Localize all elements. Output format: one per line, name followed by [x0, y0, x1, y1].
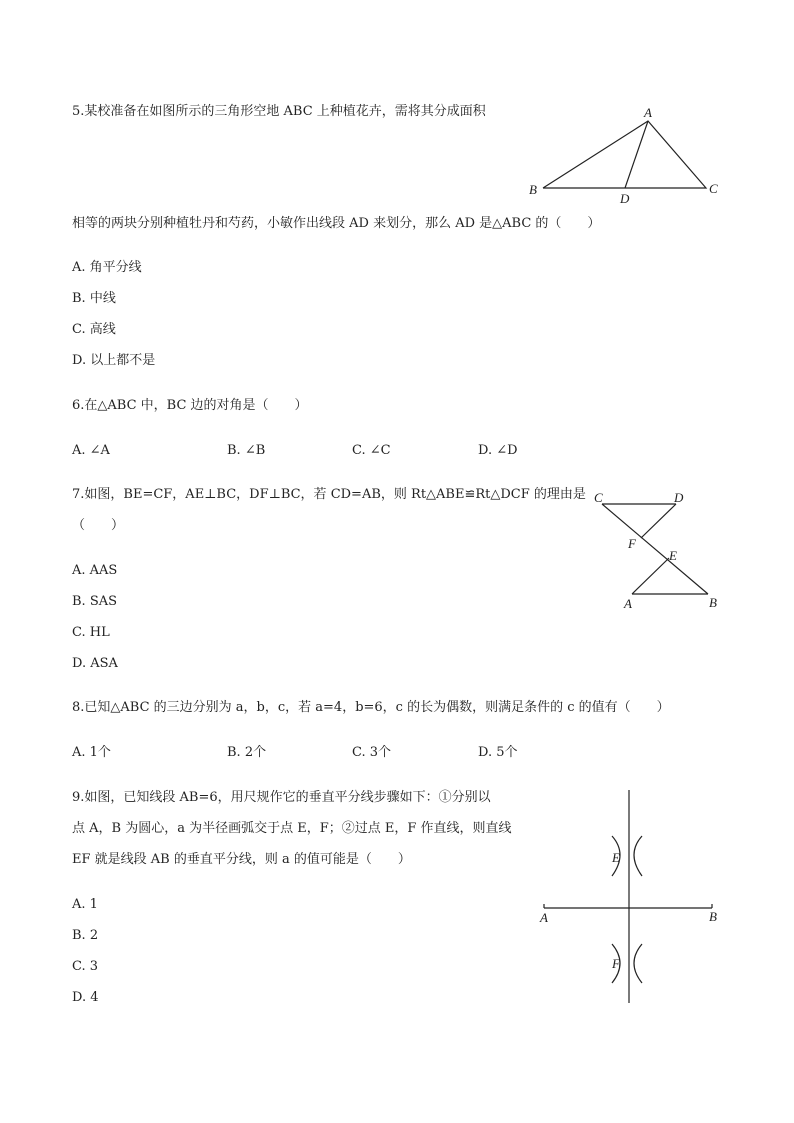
q6-stem: 6.在△ABC 中，BC 边的对角是（ ） [72, 398, 308, 413]
q8-option-d[interactable]: D. 5个 [478, 745, 518, 760]
label-a: A [540, 910, 548, 925]
label-b: B [709, 909, 717, 924]
arc-lower-right [634, 944, 642, 983]
label-c: C [709, 181, 718, 196]
q6-option-b[interactable]: B. ∠B [227, 443, 266, 458]
label-a: A [644, 105, 652, 120]
label-e: E [669, 548, 677, 563]
label-b: B [529, 182, 537, 197]
label-a: A [624, 596, 632, 611]
q7-option-a[interactable]: A. AAS [72, 563, 118, 578]
q9-option-d[interactable]: D. 4 [72, 990, 99, 1005]
q7-option-d[interactable]: D. ASA [72, 656, 118, 671]
q8-stem: 8.已知△ABC 的三边分别为 a，b，c，若 a=4，b=6，c 的长为偶数，则满足条件的 c 的值有（ ） [72, 700, 670, 715]
q6-option-a[interactable]: A. ∠A [72, 443, 110, 458]
label-c: C [594, 490, 603, 505]
q9-stem-line2: 点 A，B 为圆心，a 为半径画弧交于点 E，F；②过点 E，F 作直线，则直线 [72, 821, 512, 836]
q7-stem-line2: （ ） [72, 518, 125, 533]
q9-option-a[interactable]: A. 1 [72, 897, 98, 912]
q9-option-b[interactable]: B. 2 [72, 928, 99, 943]
label-e: E [612, 850, 620, 865]
q5-option-d[interactable]: D. 以上都不是 [72, 353, 156, 368]
q7-option-c[interactable]: C. HL [72, 625, 110, 640]
q8-option-b[interactable]: B. 2个 [227, 745, 267, 760]
q6-option-c[interactable]: C. ∠C [352, 443, 391, 458]
q7-stem-line1: 7.如图，BE=CF，AE⊥BC，DF⊥BC，若 CD=AB，则 Rt△ABE≌Rt△DCF 的理由是 [72, 487, 586, 502]
q6-option-d[interactable]: D. ∠D [478, 443, 518, 458]
q5-stem-line2: 相等的两块分别种植牡丹和芍药，小敏作出线段 AD 来划分，那么 AD 是△ABC 的（ ） [72, 216, 601, 231]
label-b: B [709, 595, 717, 610]
q5-option-a[interactable]: A. 角平分线 [72, 260, 142, 275]
label-d: D [674, 490, 684, 505]
label-f: F [628, 536, 636, 551]
q9-stem-line3: EF 就是线段 AB 的垂直平分线，则 a 的值可能是（ ） [72, 852, 411, 867]
arc-upper-right [634, 836, 642, 876]
q8-option-c[interactable]: C. 3个 [352, 745, 392, 760]
label-f: F [612, 956, 620, 971]
q5-stem-line1: 5.某校准备在如图所示的三角形空地 ABC 上种植花卉，需将其分成面积 [72, 104, 486, 119]
q9-stem-line1: 9.如图，已知线段 AB=6，用尺规作它的垂直平分线步骤如下：①分别以 [72, 790, 491, 805]
q5-option-b[interactable]: B. 中线 [72, 291, 116, 306]
q8-option-a[interactable]: A. 1个 [72, 745, 111, 760]
q5-option-c[interactable]: C. 高线 [72, 322, 116, 337]
q7-option-b[interactable]: B. SAS [72, 594, 118, 609]
label-d: D [620, 191, 630, 206]
q9-option-c[interactable]: C. 3 [72, 959, 99, 974]
